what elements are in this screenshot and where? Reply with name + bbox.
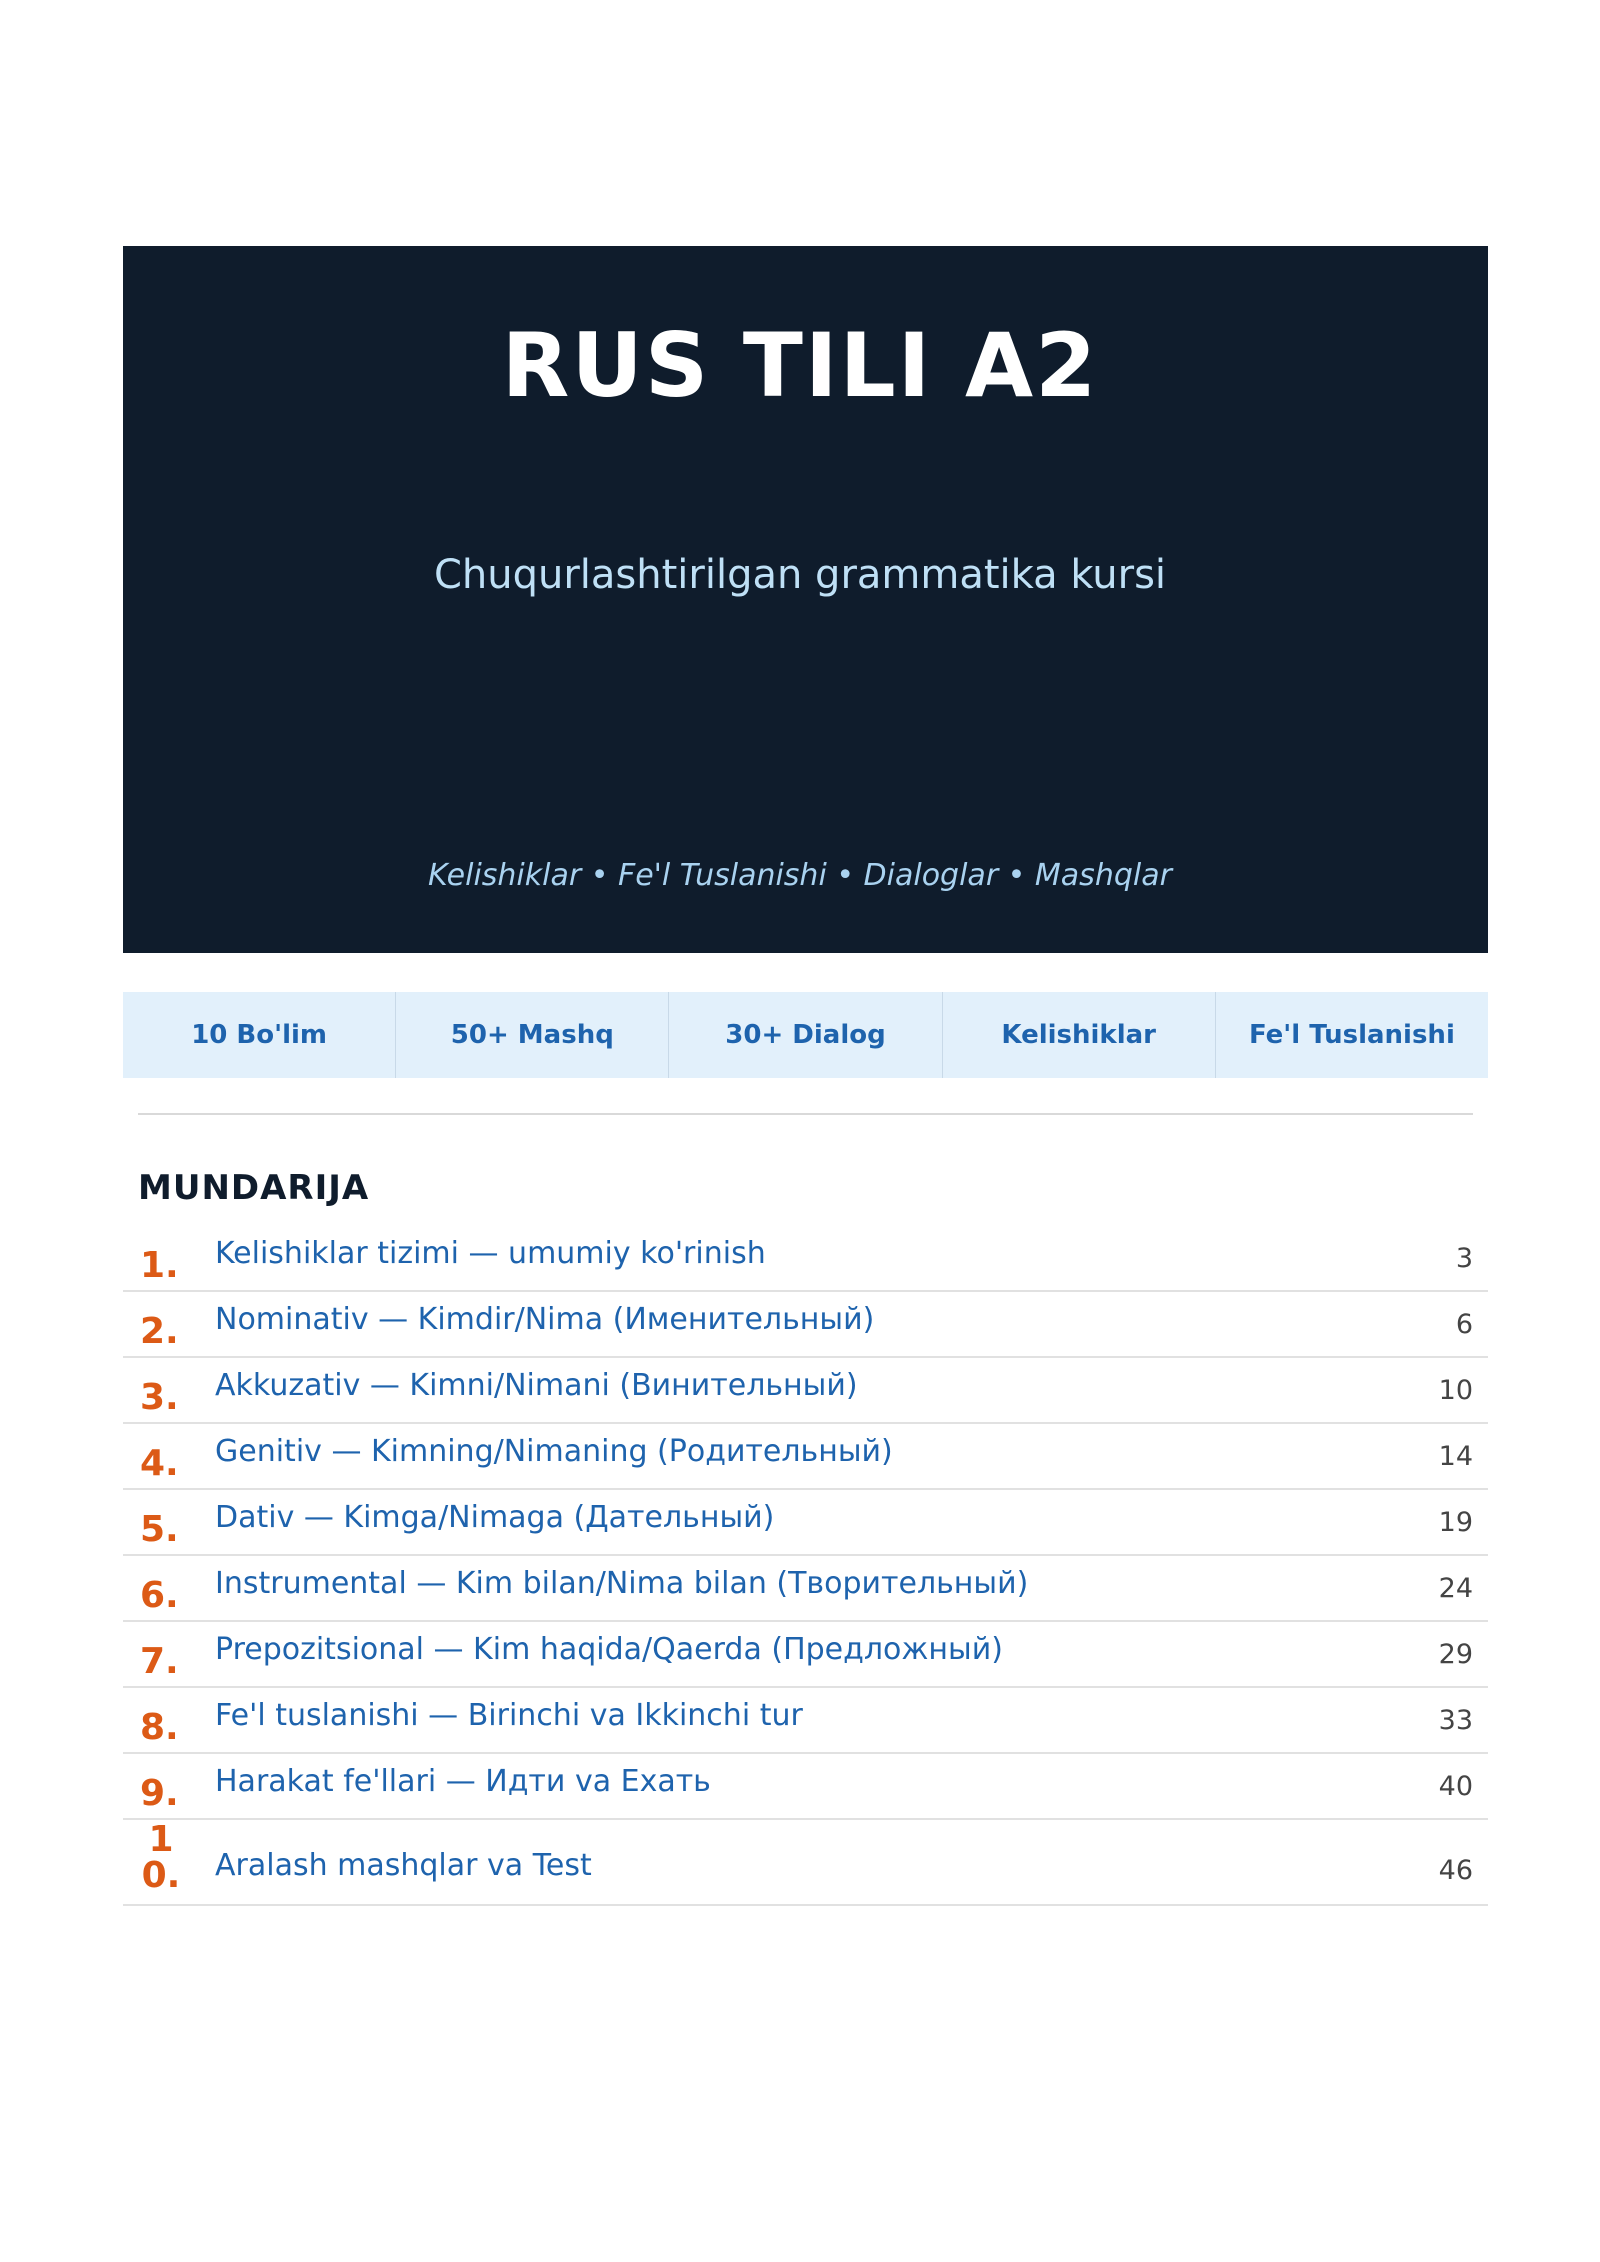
toc-item-title[interactable]: Genitiv — Kimning/Nimaning (Родительный)	[215, 1434, 893, 1469]
cover-title: RUS TILI A2	[501, 314, 1099, 417]
toc-item[interactable]	[123, 1622, 1488, 1688]
toc-item[interactable]	[123, 1490, 1488, 1556]
toc-item-page: 40	[1438, 1771, 1473, 1802]
toc-item[interactable]	[123, 1226, 1488, 1292]
stat-dialogs: 30+ Dialog	[669, 992, 942, 1078]
toc-item-page: 10	[1438, 1375, 1473, 1406]
section-divider	[138, 1113, 1473, 1115]
toc-item-title[interactable]: Prepozitsional — Kim haqida/Qaerda (Предложный)	[215, 1632, 1003, 1667]
stat-sections: 10 Bo'lim	[123, 992, 396, 1078]
toc-item[interactable]	[123, 1424, 1488, 1490]
stats-bar	[123, 992, 1488, 1078]
toc-item-number: 3.	[140, 1377, 179, 1418]
table-of-contents	[123, 1226, 1488, 1906]
toc-item[interactable]	[123, 1358, 1488, 1424]
toc-item-page: 14	[1438, 1441, 1473, 1472]
toc-item[interactable]	[123, 1820, 1488, 1906]
toc-item-title[interactable]: Instrumental — Kim bilan/Nima bilan (Творительный)	[215, 1566, 1029, 1601]
stat-cases: Kelishiklar	[943, 992, 1216, 1078]
toc-item-number: 9.	[140, 1773, 179, 1814]
toc-item-title[interactable]: Nominativ — Kimdir/Nima (Именительный)	[215, 1302, 875, 1337]
toc-item-title[interactable]: Dativ — Kimga/Nimaga (Дательный)	[215, 1500, 775, 1535]
toc-item[interactable]	[123, 1688, 1488, 1754]
toc-item-number: 6.	[140, 1575, 179, 1616]
toc-item-page: 33	[1438, 1705, 1473, 1736]
stat-conjugation: Fe'l Tuslanishi	[1248, 1020, 1455, 1050]
toc-item-page: 29	[1438, 1639, 1473, 1670]
toc-item-number: 8.	[140, 1707, 179, 1748]
toc-item[interactable]	[123, 1556, 1488, 1622]
toc-item-page: 19	[1438, 1507, 1473, 1538]
toc-item-title[interactable]: Kelishiklar tizimi — umumiy ko'rinish	[215, 1236, 766, 1271]
toc-item-number: 5.	[140, 1509, 179, 1550]
toc-item[interactable]	[123, 1754, 1488, 1820]
toc-item-page: 3	[1455, 1243, 1473, 1274]
cover-tagline: Kelishiklar • Fe'l Tuslanishi • Dialoglar • Mashqlar	[428, 858, 1172, 893]
toc-item-number: 1.	[140, 1245, 179, 1286]
toc-item-page: 24	[1438, 1573, 1473, 1604]
toc-item-page: 6	[1455, 1309, 1473, 1340]
toc-item-title[interactable]: Aralash mashqlar va Test	[215, 1848, 592, 1883]
stat-exercises: 50+ Mashq	[396, 992, 669, 1078]
toc-item-number: 4.	[140, 1443, 179, 1484]
toc-heading: MUNDARIJA	[138, 1168, 370, 1208]
toc-item-number: 7.	[140, 1641, 179, 1682]
toc-item-number: 2.	[140, 1311, 179, 1352]
toc-item-number: 1 0.	[141, 1819, 181, 1896]
toc-item-title[interactable]: Akkuzativ — Kimni/Nimani (Винительный)	[215, 1368, 858, 1403]
toc-item[interactable]	[123, 1292, 1488, 1358]
cover-subtitle: Chuqurlashtirilgan grammatika kursi	[433, 552, 1167, 598]
toc-item-page: 46	[1438, 1855, 1473, 1886]
toc-item-title[interactable]: Fe'l tuslanishi — Birinchi va Ikkinchi tur	[215, 1698, 803, 1733]
toc-item-title[interactable]: Harakat fe'llari — Идти va Ехать	[215, 1764, 711, 1799]
